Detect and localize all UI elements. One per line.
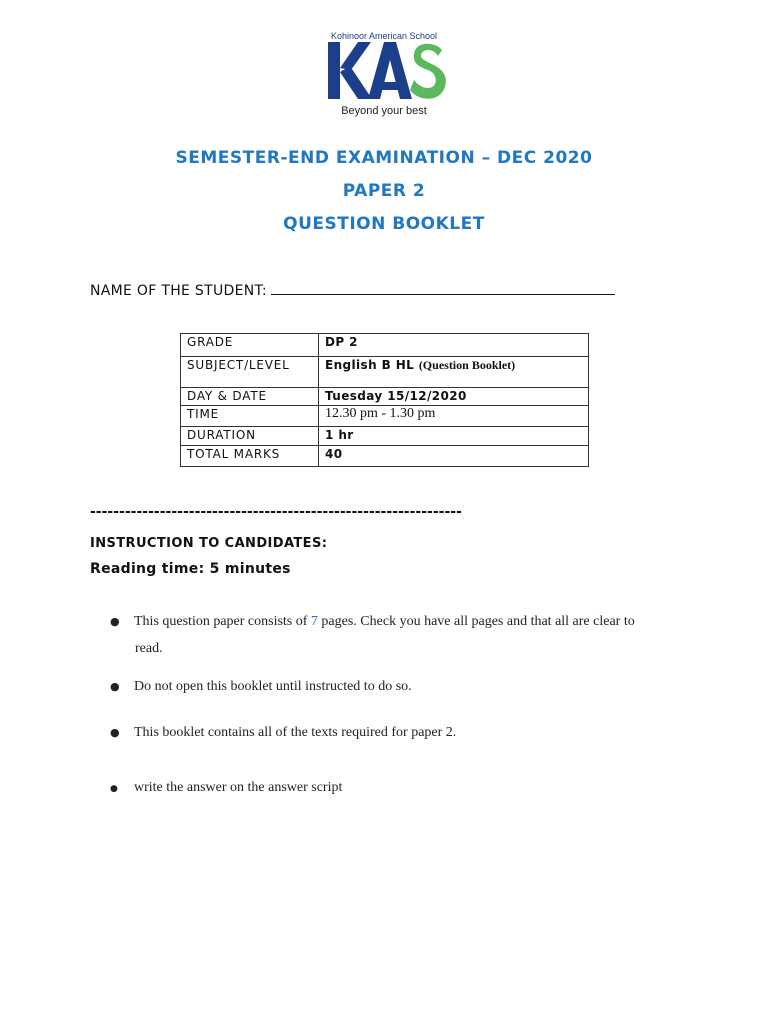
bullet-icon: ● <box>110 680 120 693</box>
marks-label: TOTAL MARKS <box>181 446 319 467</box>
table-row <box>181 334 589 357</box>
logo-letter-s <box>410 44 446 99</box>
time-value: 12.30 pm - 1.30 pm <box>319 406 589 427</box>
date-label: DAY & DATE <box>181 388 319 406</box>
booklet-title: QUESTION BOOKLET <box>283 214 485 234</box>
logo-tagline: Beyond your best <box>341 105 427 117</box>
instruction-1-pre: This question paper consists of <box>134 614 308 629</box>
grade-label: GRADE <box>181 334 319 357</box>
student-name-line <box>90 280 615 299</box>
subject-cell <box>319 357 589 388</box>
instruction-item <box>110 774 342 803</box>
instructions-title: INSTRUCTION TO CANDIDATES: <box>90 536 328 551</box>
instruction-1-post: pages. Check you have all pages and that all are clear to <box>321 614 635 629</box>
instruction-2: Do not open this booklet until instructed to do so. <box>134 679 412 694</box>
duration-value: 1 hr <box>319 427 589 446</box>
student-name-label: NAME OF THE STUDENT: <box>90 283 267 299</box>
instruction-item <box>110 719 456 746</box>
table-row <box>181 357 589 388</box>
subject-note: (Question Booklet) <box>418 358 516 372</box>
instruction-4: write the answer on the answer script <box>134 780 343 795</box>
duration-label: DURATION <box>181 427 319 446</box>
instruction-item <box>110 608 690 662</box>
paper-title: PAPER 2 <box>342 181 426 201</box>
table-row <box>181 446 589 467</box>
exam-title: SEMESTER-END EXAMINATION – DEC 2020 <box>175 148 593 168</box>
grade-value: DP 2 <box>319 334 589 357</box>
table-row <box>181 406 589 427</box>
section-divider: ---------------------------------------------------------------- <box>90 504 462 520</box>
kas-logo-graphic <box>318 30 450 120</box>
page-count: 7 <box>310 614 318 629</box>
subject-label: SUBJECT/LEVEL <box>181 357 319 388</box>
bullet-icon: ● <box>110 615 120 628</box>
instruction-item <box>110 673 412 700</box>
table-row <box>181 388 589 406</box>
instruction-3: This booklet contains all of the texts required for paper 2. <box>134 725 457 740</box>
reading-time: Reading time: 5 minutes <box>90 561 291 577</box>
date-value: Tuesday 15/12/2020 <box>319 388 589 406</box>
instruction-1-cont: read. <box>135 641 163 656</box>
table-row <box>181 427 589 446</box>
logo-letter-k <box>328 42 372 99</box>
logo-letter-a <box>368 42 412 99</box>
marks-value: 40 <box>319 446 589 467</box>
logo-school-name: Kohinoor American School <box>330 31 438 41</box>
student-name-blank[interactable] <box>271 280 615 295</box>
school-logo <box>318 30 450 120</box>
bullet-icon: ● <box>110 784 118 794</box>
subject-value: English B HL <box>325 358 415 372</box>
time-label: TIME <box>181 406 319 427</box>
bullet-icon: ● <box>110 726 120 739</box>
exam-info-table <box>180 333 589 467</box>
